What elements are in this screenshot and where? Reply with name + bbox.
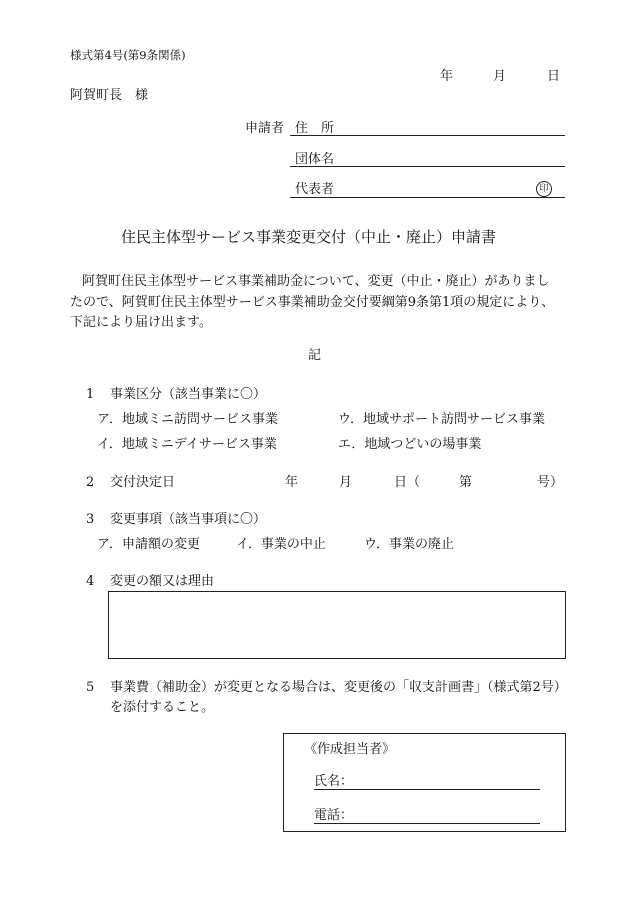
section-1-option-e: エ．地域つどいの場事業	[338, 437, 482, 452]
section-2-day-label: 日（	[394, 475, 421, 490]
section-4-heading: 変更の額又は理由	[110, 574, 215, 589]
contact-name-line	[314, 789, 540, 790]
section-1-number: 1	[86, 387, 95, 402]
section-5-line-1: 事業費（補助金）が変更となる場合は、変更後の「収支計画書」（様式第2号）	[110, 680, 567, 695]
section-1-option-a: ア．地域ミニ訪問サービス事業	[97, 412, 278, 427]
section-3-option-a: ア．申請額の変更	[97, 537, 200, 552]
change-reason-box[interactable]	[108, 591, 566, 659]
section-3-heading: 変更事項（該当事項に〇）	[110, 512, 267, 527]
representative-field-line	[290, 197, 565, 198]
contact-name-label: 氏名：	[314, 774, 354, 789]
group-name-field-line	[290, 166, 565, 167]
date-month-label: 月	[493, 69, 507, 84]
contact-heading: 《作成担当者》	[304, 742, 396, 757]
address-field-line	[290, 135, 565, 136]
section-1-option-u: ウ．地域サポート訪問サービス事業	[338, 412, 545, 427]
body-line-3: 下記により届け出ます。	[70, 315, 212, 330]
group-name-label: 団体名	[295, 152, 335, 167]
section-4-number: 4	[86, 574, 95, 589]
section-5-number: 5	[86, 680, 95, 695]
address-label: 住 所	[295, 121, 335, 136]
ki-heading: 記	[308, 348, 322, 363]
section-2-year-label: 年	[285, 475, 299, 490]
contact-phone-label: 電話：	[314, 808, 354, 823]
applicant-label: 申請者	[245, 121, 285, 136]
body-line-2: たので、阿賀町住民主体型サービス事業補助金交付要綱第9条第1項の規定により、	[70, 295, 555, 310]
representative-label: 代表者	[295, 182, 335, 197]
section-2-heading: 交付決定日	[110, 475, 176, 490]
document-title: 住民主体型サービス事業変更交付（中止・廃止）申請書	[121, 228, 497, 246]
section-1-option-i: イ．地域ミニデイサービス事業	[97, 437, 277, 452]
date-day-label: 日	[547, 69, 561, 84]
form-number: 様式第4号(第9条関係)	[70, 48, 186, 62]
section-5-line-2: を添付すること。	[110, 700, 215, 715]
section-3-option-i: イ．事業の中止	[236, 537, 326, 552]
contact-phone-line	[314, 823, 540, 824]
section-1-heading: 事業区分（該当事業に〇）	[110, 387, 267, 402]
seal-mark: 印	[536, 181, 552, 197]
body-line-1: 阿賀町住民主体型サービス事業補助金について、変更（中止・廃止）がありまし	[82, 274, 550, 289]
section-3-number: 3	[86, 512, 95, 527]
date-year-label: 年	[440, 69, 454, 84]
section-2-month-label: 月	[339, 475, 353, 490]
section-2-go-label: 号）	[537, 475, 564, 490]
section-2-number: 2	[86, 475, 95, 490]
section-2-dai-label: 第	[459, 475, 473, 490]
addressee: 阿賀町長 様	[70, 88, 149, 103]
section-3-option-u: ウ．事業の廃止	[364, 537, 454, 552]
